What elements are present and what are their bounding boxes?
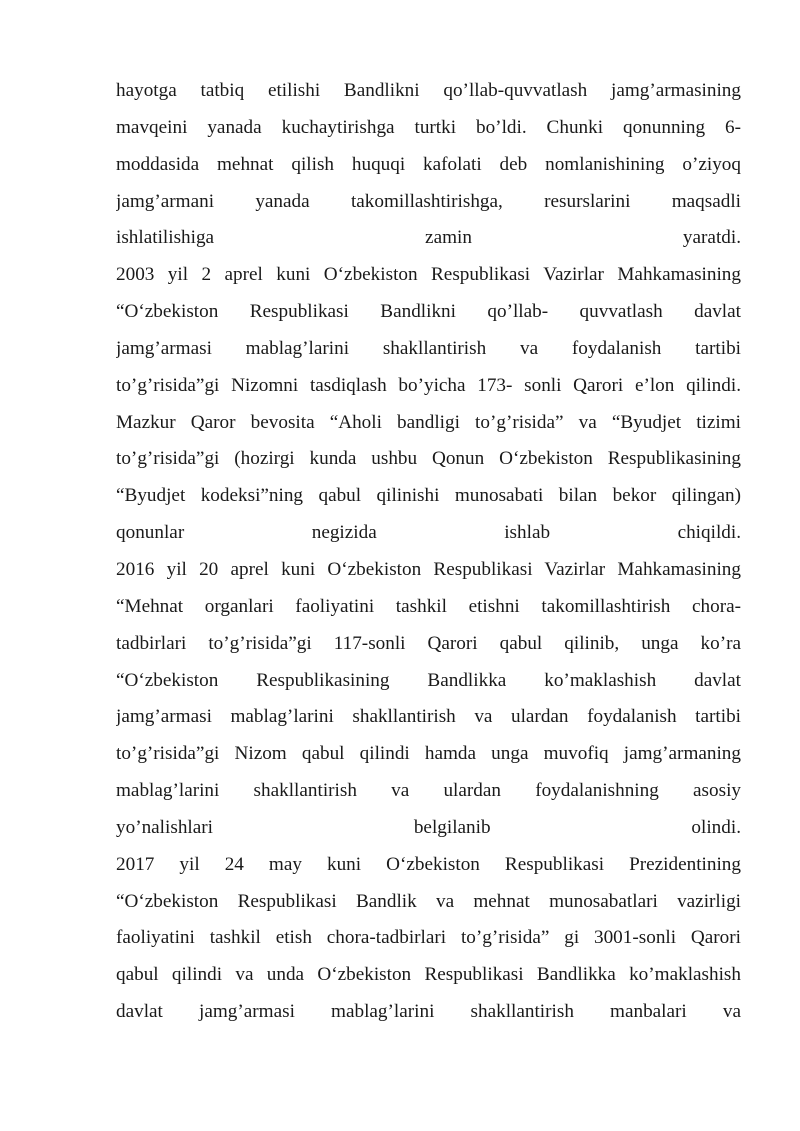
body-text [116,73,741,1031]
text-line: “O‘zbekiston Respublikasi Bandlikni qo’llab- quvvatlash davlat [116,301,741,323]
text-line: qabul qilindi va unda O‘zbekiston Respublikasi Bandlikka ko’maklashish [116,964,741,986]
text-line: mablag’larini shakllantirish va ulardan foydalanishning asosiy [116,780,741,802]
text-line: “O‘zbekiston Respublikasining Bandlikka ko’maklashish davlat [116,669,741,691]
text-line: to’g’risida”gi (hozirgi kunda ushbu Qonun O‘zbekiston Respublikasining [116,448,741,470]
text-line: davlat jamg’armasi mablag’larini shakllantirish manbalari va [116,1001,741,1023]
text-line: qonunlar negizida ishlab chiqildi. [116,522,741,544]
text-line: “O‘zbekiston Respublikasi Bandlik va mehnat munosabatlari vazirligi [116,890,741,912]
text-line: Mazkur Qaror bevosita “Aholi bandligi to’g’risida” va “Byudjet tizimi [116,411,741,433]
text-line: faoliyatini tashkil etish chora-tadbirlari to’g’risida” gi 3001-sonli Qarori [116,927,741,949]
text-line: ishlatilishiga zamin yaratdi. [116,227,741,249]
text-line: mavqeini yanada kuchaytirishga turtki bo’ldi. Chunki qonunning 6- [116,116,741,138]
text-line: yo’nalishlari belgilanib olindi. [116,816,741,838]
text-line: hayotga tatbiq etilishi Bandlikni qo’llab-quvvatlash jamg’armasining [116,80,741,101]
text-line: 2003 yil 2 aprel kuni O‘zbekiston Respublikasi Vazirlar Mahkamasining [116,264,741,286]
text-line: to’g’risida”gi Nizom qabul qilindi hamda unga muvofiq jamg’armaning [116,743,741,765]
text-line: “Mehnat organlari faoliyatini tashkil etishni takomillashtirish chora- [116,595,741,617]
text-line: jamg’armasi mablag’larini shakllantirish va foydalanish tartibi [116,337,741,359]
text-line: 2017 yil 24 may kuni O‘zbekiston Respublikasi Prezidentining [116,853,741,875]
text-line: moddasida mehnat qilish huquqi kafolati deb nomlanishining o’ziyoq [116,153,741,175]
text-line: jamg’armani yanada takomillashtirishga, resurslarini maqsadli [116,190,741,212]
text-line: to’g’risida”gi Nizomni tasdiqlash bo’yicha 173- sonli Qarori e’lon qilindi. [116,374,741,396]
text-line: tadbirlari to’g’risida”gi 117-sonli Qarori qabul qilinib, unga ko’ra [116,632,741,654]
text-line: 2016 yil 20 aprel kuni O‘zbekiston Respublikasi Vazirlar Mahkamasining [116,558,741,580]
text-line: “Byudjet kodeksi”ning qabul qilinishi munosabati bilan bekor qilingan) [116,485,741,507]
text-line: jamg’armasi mablag’larini shakllantirish va ulardan foydalanish tartibi [116,706,741,728]
